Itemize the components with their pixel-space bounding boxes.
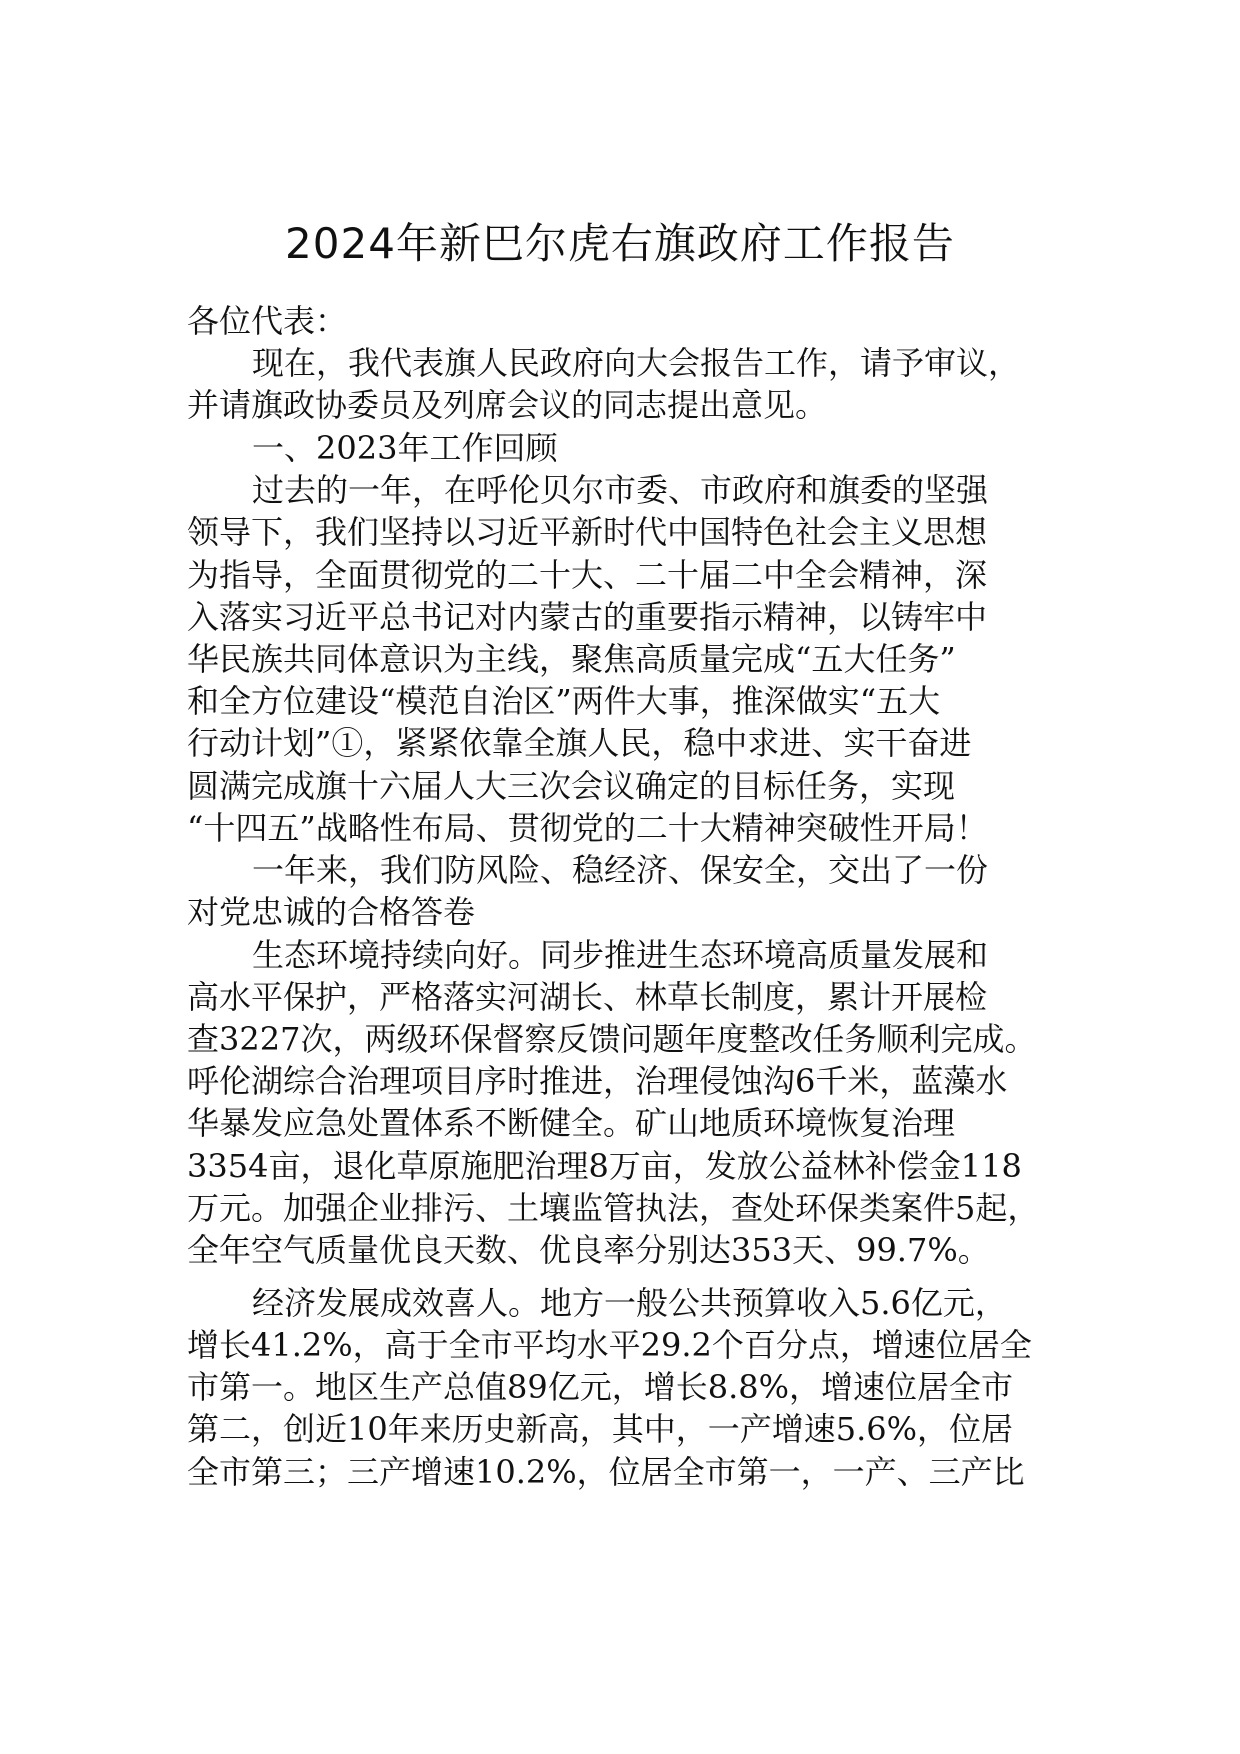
paragraph-line: 并请旗政协委员及列席会议的同志提出意见。 [187,386,828,424]
paragraph-line: 万元。加强企业排污、土壤监管执法，查处环保类案件5起， [187,1189,1040,1227]
paragraph-line: 呼伦湖综合治理项目序时推进，治理侵蚀沟6千米，蓝藻水 [187,1062,1008,1100]
paragraph-line: 过去的一年，在呼伦贝尔市委、市政府和旗委的坚强 [252,471,989,509]
salutation: 各位代表： [187,302,348,340]
paragraph-line: 现在，我代表旗人民政府向大会报告工作，请予审议， [252,344,1021,382]
paragraph-line: 全市第三；三产增速10.2%，位居全市第一，一产、三产比 [187,1453,1025,1491]
paragraph-line: 为指导，全面贯彻党的二十大、二十届二中全会精神，深 [187,556,988,594]
paragraph-line: 增长41.2%，高于全市平均水平29.2个百分点，增速位居全 [187,1326,1032,1364]
paragraph-line: 查3227次，两级环保督察反馈问题年度整改任务顺利完成。 [187,1020,1037,1058]
paragraph-line: 行动计划”①，紧紧依靠全旗人民，稳中求进、实干奋进 [187,724,972,762]
paragraph-line: “十四五”战略性布局、贯彻党的二十大精神突破性开局！ [187,809,988,847]
paragraph-line: 华暴发应急处置体系不断健全。矿山地质环境恢复治理 [187,1104,956,1142]
paragraph-line: 高水平保护，严格落实河湖长、林草长制度，累计开展检 [187,978,988,1016]
paragraph-line: 第二，创近10年来历史新高，其中，一产增速5.6%，位居 [187,1410,1014,1448]
section-heading: 一、2023年工作回顾 [252,429,558,467]
paragraph-line: 圆满完成旗十六届人大三次会议确定的目标任务，实现 [187,767,956,805]
paragraph-line: 对党忠诚的合格答卷 [187,893,476,931]
paragraph-line: 全年空气质量优良天数、优良率分别达353天、99.7%。 [187,1231,990,1269]
document-title: 2024年新巴尔虎右旗政府工作报告 [285,219,955,268]
paragraph-line: 和全方位建设“模范自治区”两件大事，推深做实“五大 [187,682,941,720]
paragraph-line: 领导下，我们坚持以习近平新时代中国特色社会主义思想 [187,513,988,551]
paragraph-line: 一年来，我们防风险、稳经济、保安全，交出了一份 [252,851,989,889]
paragraph-line: 入落实习近平总书记对内蒙古的重要指示精神，以铸牢中 [187,598,988,636]
paragraph-line: 华民族共同体意识为主线，聚焦高质量完成“五大任务” [187,640,956,678]
paragraph-line: 生态环境持续向好。同步推进生态环境高质量发展和 [252,936,989,974]
paragraph-line: 3354亩，退化草原施肥治理8万亩，发放公益林补偿金118 [187,1147,1022,1185]
paragraph-line: 市第一。地区生产总值89亿元，增长8.8%，增速位居全市 [187,1368,1014,1406]
paragraph-line: 经济发展成效喜人。地方一般公共预算收入5.6亿元， [252,1284,1007,1322]
